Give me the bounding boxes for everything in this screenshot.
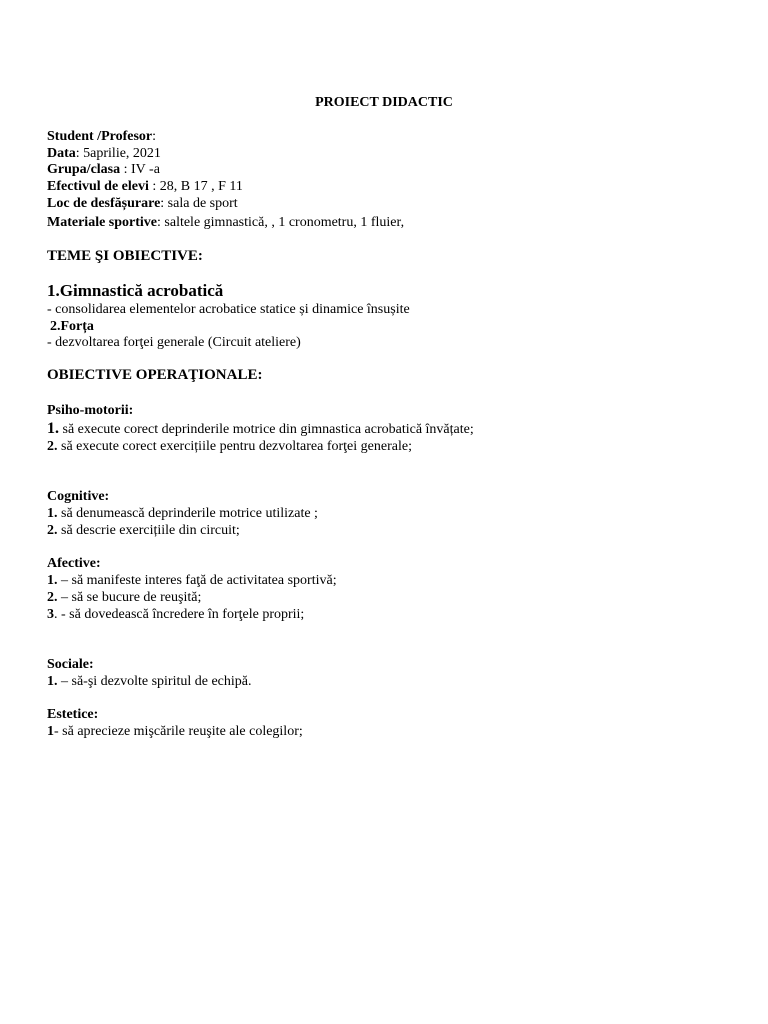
tema-1-item: - consolidarea elementelor acrobatice statice și dinamice însușite	[47, 302, 410, 317]
psiho-item-2-text: să execute corect exercițiile pentru dezvoltarea forţei generale;	[57, 439, 412, 454]
tema-1-title: 1.Gimnastică acrobatică	[47, 281, 224, 300]
estetice-heading-wrap	[47, 706, 98, 723]
info-materiale-label: Materiale sportive	[47, 215, 158, 230]
info-student	[47, 128, 156, 145]
info-student-label: Student /Profesor	[47, 129, 153, 144]
afective-item-3-text: . - să dovedească încredere în forţele proprii;	[54, 607, 305, 622]
afective-item-2	[47, 589, 201, 606]
estetice-item-1	[47, 723, 303, 740]
estetice-item-1-text: - să aprecieze mişcările reuşite ale colegilor;	[54, 724, 303, 739]
info-grupa-value: : IV -a	[120, 162, 160, 177]
document-title: PROIECT DIDACTIC	[315, 95, 453, 110]
teme-heading: TEME ŞI OBIECTIVE:	[47, 248, 203, 264]
estetice-item-1-num: 1	[47, 724, 54, 739]
info-loc-value: : sala de sport	[160, 196, 238, 211]
afective-item-1-text: – să manifeste interes faţă de activitatea sportivă;	[57, 573, 337, 588]
sociale-item-1	[47, 673, 252, 690]
cognitive-item-1-text: să denumească deprinderile motrice utilizate ;	[57, 506, 318, 521]
psiho-item-2-num: 2.	[47, 439, 58, 454]
sociale-item-1-num: 1.	[47, 674, 58, 689]
afective-item-2-num: 2.	[47, 590, 58, 605]
tema-2-title: 2.Forța	[50, 319, 94, 334]
afective-item-1-num: 1.	[47, 573, 58, 588]
afective-item-1	[47, 572, 337, 589]
psiho-heading: Psiho-motorii:	[47, 403, 134, 418]
info-data-value: : 5aprilie, 2021	[75, 146, 161, 161]
tema-2-item: - dezvoltarea forţei generale (Circuit ateliere)	[47, 335, 301, 350]
obiective-heading: OBIECTIVE OPERAŢIONALE:	[47, 367, 263, 383]
afective-item-3	[47, 606, 304, 623]
info-data-label: Data	[47, 146, 76, 161]
sociale-item-1-text: – să-şi dezvolte spiritul de echipă.	[57, 674, 252, 689]
sociale-heading-wrap	[47, 656, 94, 673]
cognitive-item-2	[47, 522, 240, 539]
info-data	[47, 145, 161, 162]
afective-item-3-num: 3	[47, 607, 54, 622]
cognitive-item-2-num: 2.	[47, 523, 58, 538]
info-efectiv-value: : 28, B 17 , F 11	[148, 179, 243, 194]
psiho-item-1	[47, 420, 474, 438]
tema-2-title-wrap	[50, 318, 94, 335]
info-materiale	[47, 214, 404, 231]
info-grupa-label: Grupa/clasa	[47, 162, 121, 177]
sociale-heading: Sociale:	[47, 657, 94, 672]
info-efectiv	[47, 178, 243, 195]
afective-heading-wrap	[47, 555, 101, 572]
info-efectiv-label: Efectivul de elevi	[47, 179, 149, 194]
estetice-heading: Estetice:	[47, 707, 99, 722]
psiho-item-2	[47, 438, 412, 455]
info-materiale-value: : saltele gimnastică, , 1 cronometru, 1 fluier,	[157, 215, 405, 230]
cognitive-item-2-text: să descrie exercițiile din circuit;	[57, 523, 240, 538]
psiho-item-1-num: 1.	[47, 420, 59, 437]
info-loc	[47, 195, 238, 212]
psiho-item-1-text: să execute corect deprinderile motrice din gimnastica acrobatică învățate;	[59, 422, 474, 437]
cognitive-item-1-num: 1.	[47, 506, 58, 521]
cognitive-item-1	[47, 505, 318, 522]
info-student-value: :	[152, 129, 157, 144]
afective-item-2-text: – să se bucure de reuşită;	[57, 590, 202, 605]
info-loc-label: Loc de desfășurare	[47, 196, 161, 211]
cognitive-heading: Cognitive:	[47, 489, 110, 504]
psiho-heading-wrap	[47, 402, 133, 419]
afective-heading: Afective:	[47, 556, 101, 571]
info-grupa	[47, 161, 160, 178]
cognitive-heading-wrap	[47, 488, 109, 505]
